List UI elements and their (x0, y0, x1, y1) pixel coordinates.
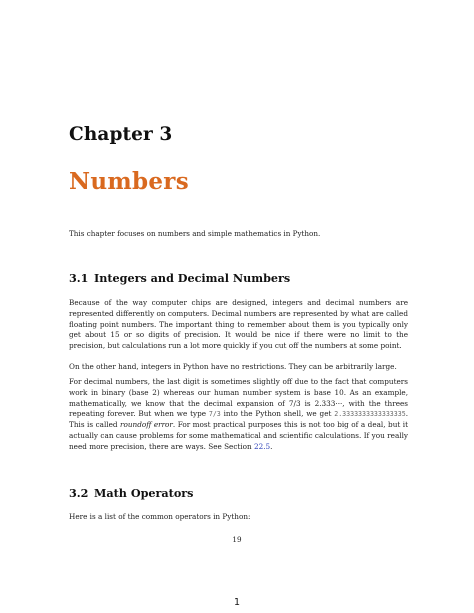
section-heading-3-2 (69, 486, 193, 500)
inline-code: 2.3333333333333335 (334, 410, 406, 419)
paragraph-text: . This is called (69, 409, 408, 430)
paragraph-text: . For most practical purposes this is not too big of a deal, but it actually can cause problems for some mathematical and scientific calculations. If you really need more precision, there are ways. See Section (69, 420, 409, 451)
section-title: Math Operators (94, 486, 194, 500)
section-link[interactable]: 22.5 (253, 441, 271, 451)
chapter-label: Chapter 3 (69, 124, 173, 145)
inline-code: 7/3 (208, 410, 221, 419)
paragraph-text: For decimal numbers, the last digit is sometimes slightly off due to the fact that computers work in binary (base 2) whereas our human number system is base 10. As an example, mathematically, we know that the decimal expansion of 7/3 is 2.333···, with the threes repeating forever. But when we type (69, 377, 408, 419)
chapter-title: Numbers (69, 168, 189, 195)
section-number: 3.2 (69, 486, 89, 500)
page-number: 19 (232, 535, 242, 544)
paragraph: Here is a list of the common operators in Python: (69, 512, 251, 521)
paragraph: Because of the way computer chips are designed, integers and decimal numbers are represented differently on computers. Decimal numbers are represented by what are called floating point numbers. The important thing to remember about them is you typically only get about 15 or so digits of precision. It would be nice if there were no limit to the precision, but calculations run a lot more quickly if you cut off the numbers at some point. (69, 298, 408, 351)
paragraph (69, 377, 408, 453)
emphasized-term: roundoff error (120, 420, 173, 430)
paragraph: On the other hand, integers in Python have no restrictions. They can be arbitrarily large. (69, 362, 397, 371)
section-number: 3.1 (69, 271, 89, 285)
section-title: Integers and Decimal Numbers (94, 271, 291, 285)
paragraph-text: into the Python shell, we get (220, 409, 335, 419)
section-heading-3-1 (69, 271, 290, 285)
viewer-page-indicator: 1 (233, 597, 241, 608)
paragraph-text: . (270, 441, 273, 451)
chapter-intro: This chapter focuses on numbers and simple mathematics in Python. (69, 229, 321, 238)
